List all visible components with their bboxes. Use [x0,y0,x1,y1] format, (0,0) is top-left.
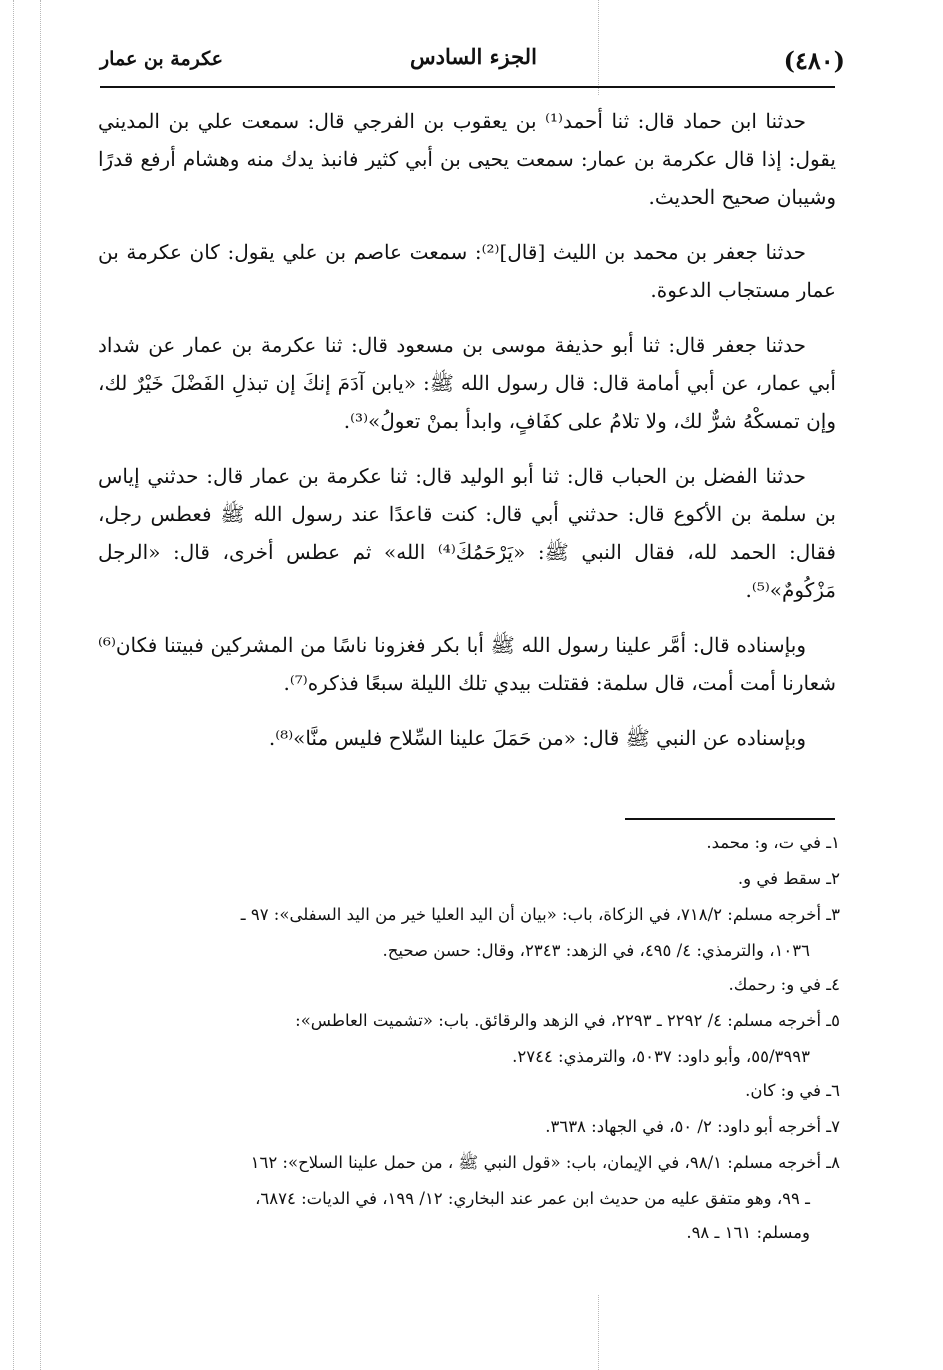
scan-dotted-line [40,0,41,1370]
paragraph: حدثنا الفضل بن الحباب قال: ثنا أبو الوليد قال: ثنا عكرمة بن عمار قال: حدثني إياس بن سلمة بن الأكوع قال: حدثني أبي قال: كنت قاعدًا عند رسول الله ﷺ فعطس رجل، فقال: الحمد لله، فقال النبي ﷺ: «يَرْحَمُكَ⁽⁴⁾ الله» ثم عطس أخرى، قال: «الرجل مَزْكُومٌ»⁽⁵⁾. [98,464,836,602]
paragraph: وبإسناده قال: أمَّر علينا رسول الله ﷺ أبا بكر فغزونا ناسًا من المشركين فبيتنا فكان⁽⁶⁾ شعارنا أمت أمت، قال سلمة: فقتلت بيدي تلك الليلة سبعًا فذكره⁽⁷⁾. [98,633,836,695]
footnote-6: ٦ـ في و: كان. [745,1081,840,1100]
scan-dotted-line [598,1295,599,1370]
footnote-5: ٥ـ أخرجه مسلم: ٤/ ٢٢٩٢ ـ ٢٢٩٣، في الزهد والرقائق. باب: «تشميت العاطس»: [295,1011,840,1030]
chapter-title: عكرمة بن عمار [100,48,223,70]
paragraph: وبإسناده عن النبي ﷺ قال: «من حَمَلَ علينا السِّلاح فليس منَّا»⁽⁸⁾. [268,726,806,750]
footnote-3: ٣ـ أخرجه مسلم: ٧١٨/٢، في الزكاة، باب: «بيان أن اليد العليا خير من اليد السفلى»: ٩٧ ـ [240,905,840,924]
page-number: (٤٨٠) [783,46,845,75]
footnote-3-continued: ١٠٣٦، والترمذي: ٤/ ٤٩٥، في الزهد: ٢٣٤٣، وقال: حسن صحيح. [382,941,810,960]
main-text [98,102,836,774]
footnote-7: ٧ـ أخرجه أبو داود: ٢/ ٥٠، في الجهاد: ٣٦٣٨. [545,1117,840,1136]
scan-dotted-line [13,0,14,1370]
footnote-8-continued: ومسلم: ١٦١ ـ ٩٨. [686,1223,810,1242]
paragraph: حدثنا جعفر بن محمد بن الليث [قال]⁽²⁾: سمعت عاصم بن علي يقول: كان عكرمة بن عمار مستجاب الدعوة. [98,240,836,302]
paragraph: حدثنا ابن حماد قال: ثنا أحمد⁽¹⁾ بن يعقوب بن الفرجي قال: سمعت علي بن المديني يقول: إذا قال عكرمة بن عمار: سمعت يحيى بن أبي كثير فانبذ يدك منه وهشام أرفع قدرًا وشيبان صحيح الحديث. [98,109,836,209]
footnote-1: ١ـ في ت، و: محمد. [706,833,840,852]
footnote-4: ٤ـ في و: رحمك. [728,975,840,994]
footnotes [100,826,840,1250]
header-rule [100,86,835,88]
footnote-8: ٨ـ أخرجه مسلم: ٩٨/١، في الإيمان، باب: «قول النبي ﷺ ، من حمل علينا السلاح»: ١٦٢ [250,1153,840,1172]
page-header [80,40,860,80]
footnote-separator [625,818,835,820]
part-title: الجزء السادس [410,44,537,69]
footnote-5-continued: ٥٥/٣٩٩٣، وأبو داود: ٥٠٣٧، والترمذي: ٢٧٤٤. [512,1047,810,1066]
footnote-2: ٢ـ سقط في و. [737,869,840,888]
footnote-8-continued: ـ ٩٩، وهو متفق عليه من حديث ابن عمر عند البخاري: ١٢/ ١٩٩، في الديات: ٦٨٧٤، [255,1189,810,1208]
paragraph: حدثنا جعفر قال: ثنا أبو حذيفة موسى بن مسعود قال: ثنا عكرمة بن عمار عن شداد أبي عمار، عن أبي أمامة قال: قال رسول الله ﷺ: «يابن آدَمَ إنكَ إن تبذلِ الفَضْلَ خَيْرٌ لك، وإن تمسكْهُ شرٌّ لك، ولا تلامُ على كفَافٍ، وابدأ بمنْ تعولُ»⁽³⁾. [98,333,836,433]
